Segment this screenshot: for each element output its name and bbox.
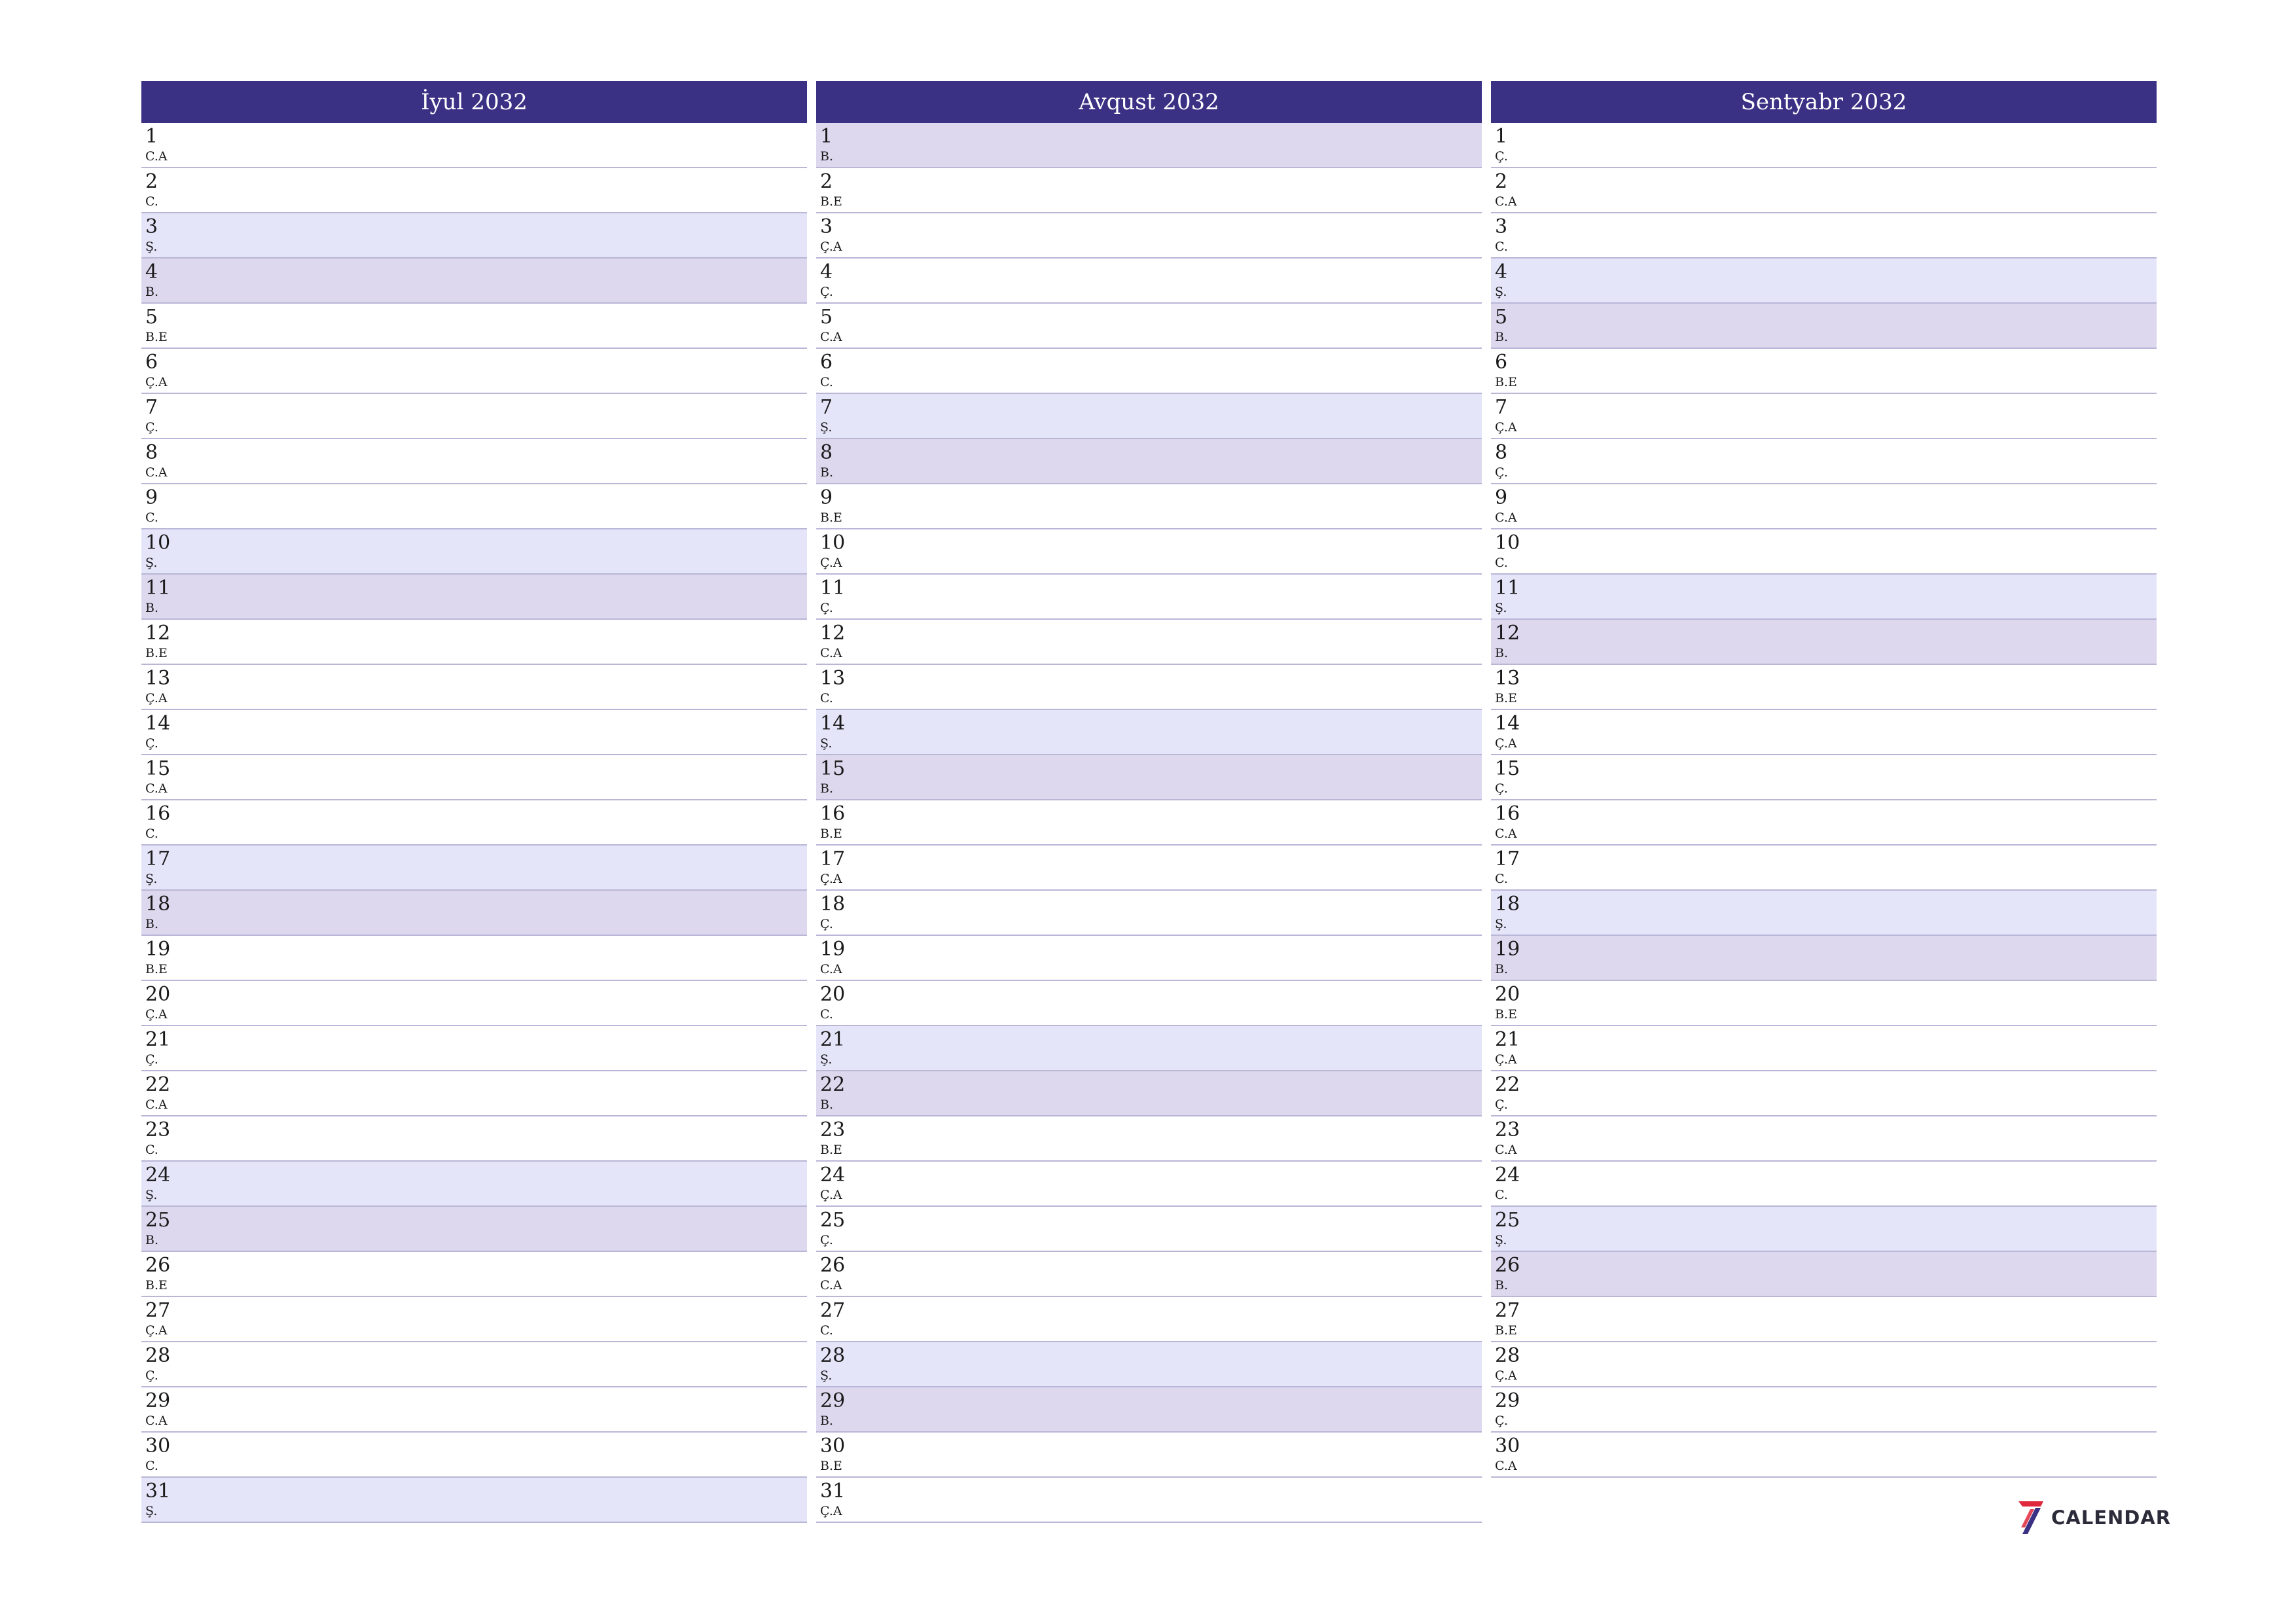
day-row: [141, 259, 807, 304]
month-title: Avqust 2032: [816, 81, 1482, 123]
day-row: [141, 575, 807, 620]
weekday-abbr: C.: [820, 1323, 833, 1338]
weekday-abbr: C.: [145, 1459, 158, 1473]
day-row: [141, 1252, 807, 1297]
day-row: [1491, 665, 2157, 710]
weekday-abbr: B.: [820, 149, 834, 164]
weekday-abbr: Ç.A: [1495, 1368, 1517, 1383]
day-row: [1491, 168, 2157, 213]
day-row: [1491, 259, 2157, 304]
day-number: 17: [145, 847, 171, 870]
day-row: [1491, 1252, 2157, 1297]
day-number: 3: [820, 215, 833, 238]
weekday-abbr: Ç.A: [145, 1323, 168, 1338]
weekday-abbr: B.E: [820, 510, 842, 525]
day-number: 11: [820, 577, 846, 599]
weekday-abbr: Ş.: [145, 1504, 158, 1518]
day-number: 4: [145, 260, 158, 283]
weekday-abbr: Ş.: [145, 556, 158, 570]
weekday-abbr: B.E: [1495, 691, 1517, 705]
day-number: 9: [1495, 486, 1508, 509]
weekday-abbr: B.E: [820, 827, 842, 841]
weekday-abbr: Ş.: [1495, 601, 1507, 615]
weekday-abbr: C.: [820, 691, 833, 705]
weekday-abbr: B.E: [820, 1143, 842, 1157]
weekday-abbr: Ç.: [820, 1233, 833, 1247]
day-number: 30: [820, 1435, 846, 1457]
weekday-abbr: C.: [820, 1007, 833, 1022]
day-number: 18: [1495, 893, 1520, 916]
day-row: [1491, 1116, 2157, 1162]
weekday-abbr: Ç.: [820, 601, 833, 615]
day-number: 20: [1495, 983, 1520, 1006]
weekday-abbr: B.E: [145, 1278, 168, 1293]
day-number: 29: [1495, 1389, 1520, 1412]
day-row: [816, 800, 1482, 846]
weekday-abbr: Ş.: [145, 240, 158, 254]
day-number: 26: [1495, 1254, 1520, 1277]
day-row: [141, 304, 807, 349]
day-number: 22: [1495, 1073, 1520, 1096]
weekday-abbr: Ç.A: [820, 240, 842, 254]
day-row: [141, 1026, 807, 1071]
day-number: 25: [820, 1209, 846, 1232]
day-number: 29: [145, 1389, 171, 1412]
weekday-abbr: B.: [820, 781, 834, 796]
day-number: 22: [820, 1073, 846, 1096]
logo-text: CALENDAR: [2051, 1507, 2172, 1529]
day-row: [816, 439, 1482, 484]
weekday-abbr: B.: [145, 917, 159, 931]
day-row: [816, 1116, 1482, 1162]
day-number: 31: [820, 1480, 846, 1503]
day-number: 10: [820, 531, 846, 554]
day-row: [816, 620, 1482, 665]
day-number: 20: [820, 983, 846, 1006]
day-row: [816, 575, 1482, 620]
weekday-abbr: B.E: [1495, 375, 1517, 389]
day-row: [1491, 936, 2157, 981]
weekday-abbr: B.: [145, 601, 159, 615]
day-number: 8: [145, 441, 158, 464]
day-row: [1491, 1071, 2157, 1116]
day-row: [1491, 1297, 2157, 1342]
weekday-abbr: Ş.: [1495, 1233, 1507, 1247]
day-row: [816, 168, 1482, 213]
day-number: 18: [145, 893, 171, 916]
weekday-abbr: Ş.: [820, 420, 833, 435]
weekday-abbr: Ç.: [820, 285, 833, 299]
day-number: 5: [820, 306, 833, 329]
weekday-abbr: Ç.: [145, 420, 158, 435]
weekday-abbr: B.E: [820, 194, 842, 209]
weekday-abbr: C.: [145, 194, 158, 209]
day-number: 12: [1495, 622, 1520, 645]
day-number: 17: [1495, 847, 1520, 870]
day-number: 19: [145, 938, 171, 961]
weekday-abbr: Ç.A: [145, 691, 168, 705]
weekday-abbr: B.E: [820, 1459, 842, 1473]
weekday-abbr: B.: [1495, 1278, 1509, 1293]
weekday-abbr: C.A: [1495, 194, 1517, 209]
day-number: 17: [820, 847, 846, 870]
day-number: 4: [1495, 260, 1508, 283]
day-number: 7: [145, 396, 158, 419]
day-row: [816, 1252, 1482, 1297]
day-number: 25: [1495, 1209, 1520, 1232]
day-row: [1491, 800, 2157, 846]
day-row: [1491, 529, 2157, 575]
day-number: 30: [1495, 1435, 1520, 1457]
day-number: 23: [145, 1118, 171, 1141]
weekday-abbr: C.A: [820, 962, 842, 976]
day-row: [141, 1478, 807, 1523]
day-row: [141, 213, 807, 259]
day-number: 16: [1495, 802, 1520, 825]
weekday-abbr: Ş.: [1495, 285, 1507, 299]
day-number: 5: [1495, 306, 1508, 329]
day-row: [816, 891, 1482, 936]
day-row: [141, 800, 807, 846]
day-number: 6: [820, 351, 833, 374]
weekday-abbr: C.A: [820, 646, 842, 660]
day-number: 13: [1495, 667, 1520, 690]
day-number: 6: [145, 351, 158, 374]
weekday-abbr: B.E: [145, 646, 168, 660]
day-row: [816, 1342, 1482, 1387]
weekday-abbr: Ç.A: [820, 872, 842, 886]
day-row: [816, 349, 1482, 394]
day-number: 18: [820, 893, 846, 916]
day-number: 31: [145, 1480, 171, 1503]
day-number: 2: [820, 170, 833, 193]
weekday-abbr: C.: [1495, 240, 1508, 254]
day-row: [816, 936, 1482, 981]
day-row: [1491, 1207, 2157, 1252]
day-row: [1491, 349, 2157, 394]
day-number: 21: [820, 1028, 846, 1051]
day-number: 8: [820, 441, 833, 464]
day-number: 9: [145, 486, 158, 509]
day-number: 2: [1495, 170, 1508, 193]
day-row: [816, 259, 1482, 304]
weekday-abbr: C.A: [145, 149, 168, 164]
day-row: [141, 936, 807, 981]
day-number: 1: [145, 125, 158, 148]
day-row: [1491, 1026, 2157, 1071]
weekday-abbr: Ç.: [820, 917, 833, 931]
weekday-abbr: B.: [820, 1097, 834, 1112]
day-row: [141, 846, 807, 891]
weekday-abbr: B.: [1495, 330, 1509, 344]
weekday-abbr: B.: [1495, 962, 1509, 976]
day-row: [141, 349, 807, 394]
weekday-abbr: C.A: [1495, 1143, 1517, 1157]
weekday-abbr: Ç.A: [1495, 736, 1517, 751]
day-number: 24: [1495, 1164, 1520, 1186]
day-list: [816, 123, 1482, 1523]
day-row: [1491, 891, 2157, 936]
day-row: [1491, 394, 2157, 439]
weekday-abbr: Ç.: [1495, 1097, 1508, 1112]
day-number: 5: [145, 306, 158, 329]
day-number: 27: [145, 1299, 171, 1322]
day-number: 9: [820, 486, 833, 509]
day-row: [141, 620, 807, 665]
weekday-abbr: C.: [820, 375, 833, 389]
day-row: [816, 1478, 1482, 1523]
day-row: [1491, 575, 2157, 620]
day-number: 24: [820, 1164, 846, 1186]
day-number: 4: [820, 260, 833, 283]
weekday-abbr: B.: [145, 1233, 159, 1247]
day-row: [816, 1433, 1482, 1478]
weekday-abbr: Ç.: [1495, 465, 1508, 480]
weekday-abbr: Ç.A: [820, 1504, 842, 1518]
day-row: [1491, 213, 2157, 259]
day-row: [816, 846, 1482, 891]
day-number: 28: [145, 1344, 171, 1367]
day-row: [1491, 1162, 2157, 1207]
day-number: 10: [145, 531, 171, 554]
weekday-abbr: Ş.: [145, 1188, 158, 1202]
day-number: 30: [145, 1435, 171, 1457]
day-number: 23: [1495, 1118, 1520, 1141]
day-number: 2: [145, 170, 158, 193]
day-row: [816, 394, 1482, 439]
calendar-months: [141, 81, 2157, 1523]
day-row: [141, 439, 807, 484]
day-row: [141, 1433, 807, 1478]
day-number: 19: [1495, 938, 1520, 961]
weekday-abbr: C.: [1495, 1188, 1508, 1202]
weekday-abbr: C.A: [1495, 510, 1517, 525]
weekday-abbr: C.A: [1495, 1459, 1517, 1473]
weekday-abbr: B.E: [1495, 1323, 1517, 1338]
day-number: 10: [1495, 531, 1520, 554]
month-column: [816, 81, 1482, 1523]
day-number: 27: [1495, 1299, 1520, 1322]
weekday-abbr: Ç.A: [820, 1188, 842, 1202]
weekday-abbr: B.: [820, 465, 834, 480]
day-row: [141, 981, 807, 1026]
day-row: [141, 123, 807, 168]
weekday-abbr: C.: [145, 827, 158, 841]
day-row: [816, 304, 1482, 349]
day-row: [816, 1297, 1482, 1342]
day-row: [1491, 1342, 2157, 1387]
weekday-abbr: C.: [145, 1143, 158, 1157]
weekday-abbr: Ç.: [145, 736, 158, 751]
day-number: 15: [820, 757, 846, 780]
weekday-abbr: Ş.: [820, 736, 833, 751]
weekday-abbr: Ç.: [1495, 1414, 1508, 1428]
day-row: [141, 1116, 807, 1162]
weekday-abbr: B.E: [145, 962, 168, 976]
day-number: 28: [820, 1344, 846, 1367]
weekday-abbr: Ç.: [145, 1368, 158, 1383]
day-number: 21: [1495, 1028, 1520, 1051]
day-number: 22: [145, 1073, 171, 1096]
day-number: 1: [1495, 125, 1508, 148]
month-title: Sentyabr 2032: [1491, 81, 2157, 123]
day-number: 11: [1495, 577, 1520, 599]
day-row: [1491, 123, 2157, 168]
day-row: [816, 123, 1482, 168]
day-row: [1491, 981, 2157, 1026]
day-number: 12: [820, 622, 846, 645]
day-row: [141, 1071, 807, 1116]
day-number: 1: [820, 125, 833, 148]
day-row: [816, 981, 1482, 1026]
day-number: 24: [145, 1164, 171, 1186]
weekday-abbr: Ş.: [820, 1052, 833, 1067]
day-row: [1491, 304, 2157, 349]
weekday-abbr: B.: [145, 285, 159, 299]
day-row: [816, 1207, 1482, 1252]
brand-logo: [2016, 1500, 2171, 1535]
day-number: 21: [145, 1028, 171, 1051]
day-row: [816, 1071, 1482, 1116]
day-row: [816, 529, 1482, 575]
day-row: [141, 1387, 807, 1433]
weekday-abbr: C.A: [145, 781, 168, 796]
day-number: 7: [1495, 396, 1508, 419]
day-number: 14: [1495, 712, 1520, 735]
day-number: 3: [145, 215, 158, 238]
weekday-abbr: Ç.A: [145, 1007, 168, 1022]
weekday-abbr: C.A: [145, 465, 168, 480]
day-number: 14: [145, 712, 171, 735]
weekday-abbr: B.E: [1495, 1007, 1517, 1022]
day-row: [141, 755, 807, 800]
day-row: [1491, 620, 2157, 665]
day-row: [141, 1207, 807, 1252]
day-number: 16: [820, 802, 846, 825]
day-row: [816, 710, 1482, 755]
day-number: 6: [1495, 351, 1508, 374]
weekday-abbr: Ç.A: [145, 375, 168, 389]
day-number: 23: [820, 1118, 846, 1141]
day-number: 8: [1495, 441, 1508, 464]
day-number: 27: [820, 1299, 846, 1322]
day-number: 7: [820, 396, 833, 419]
day-number: 15: [1495, 757, 1520, 780]
day-row: [141, 529, 807, 575]
weekday-abbr: B.E: [145, 330, 168, 344]
day-row: [141, 394, 807, 439]
day-number: 11: [145, 577, 171, 599]
day-number: 19: [820, 938, 846, 961]
day-row: [141, 484, 807, 529]
day-row: [816, 484, 1482, 529]
day-list: [1491, 123, 2157, 1478]
weekday-abbr: C.A: [820, 1278, 842, 1293]
day-row: [816, 1026, 1482, 1071]
weekday-abbr: C.: [1495, 556, 1508, 570]
weekday-abbr: C.A: [820, 330, 842, 344]
day-number: 28: [1495, 1344, 1520, 1367]
day-row: [141, 1162, 807, 1207]
day-row: [816, 665, 1482, 710]
day-row: [816, 1162, 1482, 1207]
day-row: [141, 1342, 807, 1387]
weekday-abbr: Ç.: [1495, 781, 1508, 796]
weekday-abbr: B.: [1495, 646, 1509, 660]
weekday-abbr: Ç.: [145, 1052, 158, 1067]
day-row: [1491, 755, 2157, 800]
day-number: 26: [820, 1254, 846, 1277]
day-number: 15: [145, 757, 171, 780]
weekday-abbr: Ş.: [1495, 917, 1507, 931]
day-number: 13: [820, 667, 846, 690]
day-number: 20: [145, 983, 171, 1006]
weekday-abbr: B.: [820, 1414, 834, 1428]
day-row: [141, 168, 807, 213]
day-number: 14: [820, 712, 846, 735]
day-number: 29: [820, 1389, 846, 1412]
weekday-abbr: Ş.: [145, 872, 158, 886]
day-row: [141, 665, 807, 710]
day-row: [1491, 1433, 2157, 1478]
day-row: [141, 710, 807, 755]
day-number: 12: [145, 622, 171, 645]
weekday-abbr: Ç.A: [820, 556, 842, 570]
month-column: [1491, 81, 2157, 1523]
day-number: 16: [145, 802, 171, 825]
day-row: [816, 1387, 1482, 1433]
weekday-abbr: C.A: [145, 1097, 168, 1112]
day-number: 26: [145, 1254, 171, 1277]
day-row: [1491, 846, 2157, 891]
day-number: 13: [145, 667, 171, 690]
day-row: [816, 213, 1482, 259]
day-number: 3: [1495, 215, 1508, 238]
day-list: [141, 123, 807, 1523]
weekday-abbr: C.: [1495, 872, 1508, 886]
month-column: [141, 81, 807, 1523]
day-row: [141, 891, 807, 936]
weekday-abbr: C.A: [1495, 827, 1517, 841]
weekday-abbr: Ç.A: [1495, 1052, 1517, 1067]
month-title: İyul 2032: [141, 81, 807, 123]
day-row: [1491, 484, 2157, 529]
seven-logo-icon: [2016, 1500, 2045, 1535]
weekday-abbr: Ş.: [820, 1368, 833, 1383]
weekday-abbr: Ç.: [1495, 149, 1508, 164]
day-row: [1491, 1387, 2157, 1433]
weekday-abbr: C.A: [145, 1414, 168, 1428]
day-row: [1491, 439, 2157, 484]
day-number: 25: [145, 1209, 171, 1232]
day-row: [1491, 710, 2157, 755]
weekday-abbr: C.: [145, 510, 158, 525]
weekday-abbr: Ç.A: [1495, 420, 1517, 435]
day-row: [141, 1297, 807, 1342]
day-row: [816, 755, 1482, 800]
